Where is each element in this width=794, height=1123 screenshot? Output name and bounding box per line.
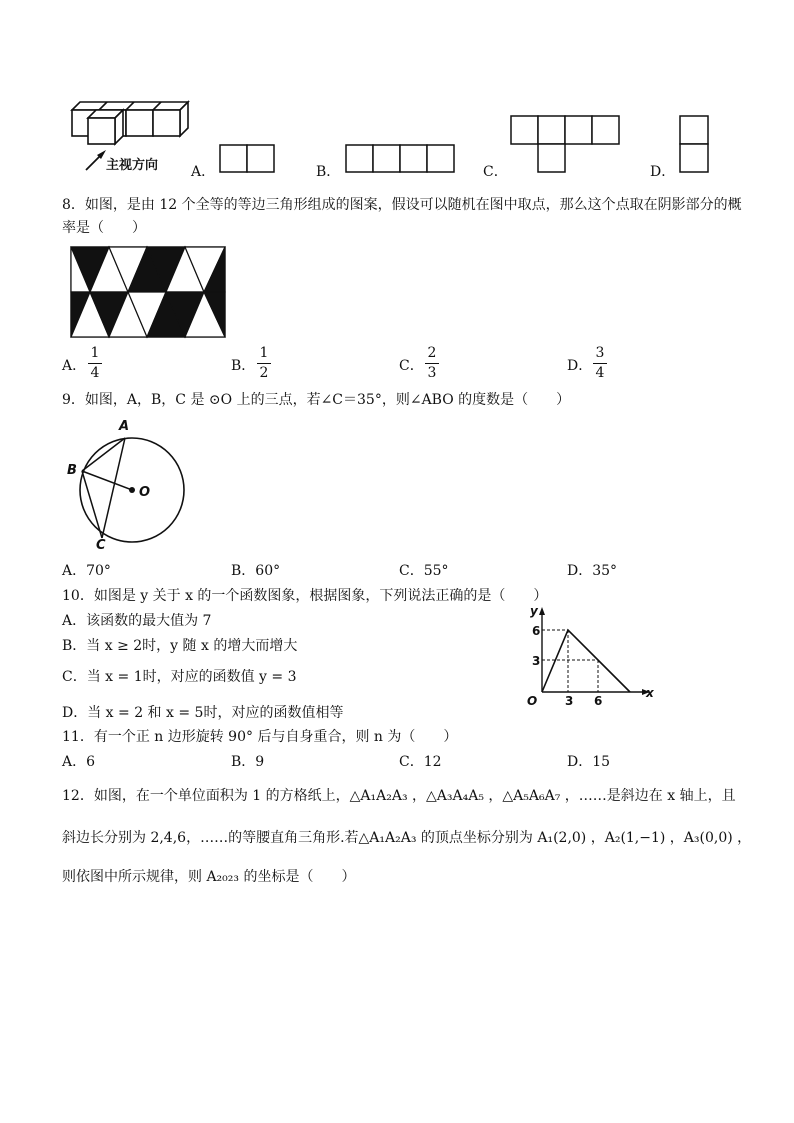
q12-question-line3: 则依图中所示规律，则 A₂₀₂₃ 的坐标是（ ） [62, 869, 356, 885]
q9-option-b: B．60° [231, 563, 281, 579]
q9-option-a: A．70° [62, 563, 111, 579]
y-tick-6: 6 [532, 624, 541, 638]
q9-question: 9．如图，A，B，C 是 ⊙O 上的三点，若∠C＝35°，则∠ABO 的度数是（ ） [62, 392, 571, 408]
q9-option-c: C．55° [399, 563, 449, 579]
q10-option-c: C．当 x = 1时，对应的函数值 y = 3 [62, 669, 297, 685]
q8-option-b-label: B． [231, 358, 256, 374]
y-tick-3: 3 [532, 654, 541, 668]
triangle-pattern-figure [70, 246, 230, 340]
q8-option-a-label: A． [62, 358, 87, 374]
q7-option-a-label: A． [191, 164, 216, 180]
point-c-label: C [96, 538, 106, 553]
q8-option-a-fraction: 1 4 [88, 345, 102, 382]
point-b-label: B [67, 463, 77, 478]
x-tick-6: 6 [594, 694, 603, 708]
solid-figure [66, 96, 196, 146]
q8-option-d-fraction: 3 4 [593, 345, 607, 382]
q8-option-c-fraction: 2 3 [425, 345, 439, 382]
q11-option-c: C．12 [399, 754, 442, 770]
q8-question-line2: 率是（ ） [62, 220, 146, 236]
x-tick-3: 3 [565, 694, 574, 708]
q7-option-b-figure [345, 144, 460, 174]
q9-option-d: D．35° [567, 563, 618, 579]
q11-option-d: D．15 [567, 754, 611, 770]
q12-question-line2: 斜边长分别为 2,4,6，……的等腰直角三角形.若△A₁A₂A₃ 的顶点坐标分别为 A₁(2,0) ，A₂(1,−1) ，A₃(0,0) ， [62, 830, 752, 846]
point-o-label: O [139, 485, 151, 500]
function-graph [520, 604, 660, 704]
q10-option-b: B．当 x ≥ 2时，y 随 x 的增大而增大 [62, 638, 298, 654]
q11-option-a: A．6 [62, 754, 96, 770]
q7-option-d-label: D． [650, 164, 676, 180]
q8-option-c-label: C． [399, 358, 424, 374]
q7-option-d-figure [679, 115, 711, 175]
circle-figure [62, 418, 192, 553]
y-axis-label: y [530, 604, 538, 618]
view-direction-label: 主视方向 [106, 158, 159, 173]
q10-question: 10．如图是 y 关于 x 的一个函数图象，根据图象，下列说法正确的是（ ） [62, 588, 548, 604]
q11-option-b: B．9 [231, 754, 265, 770]
q8-question-line1: 8．如图，是由 12 个全等的等边三角形组成的图案，假设可以随机在图中取点，那么这个点取在阴影部分的概 [62, 197, 742, 213]
x-axis-label: x [646, 686, 654, 700]
q12-question-line1: 12．如图，在一个单位面积为 1 的方格纸上，△A₁A₂A₃ ，△A₃A₄A₅ ，△A₅A₆A₇ ，……是斜边在 x 轴上，且 [62, 788, 736, 804]
q10-option-a: A．该函数的最大值为 7 [62, 613, 212, 629]
q11-question: 11．有一个正 n 边形旋转 90° 后与自身重合，则 n 为（ ） [62, 729, 458, 745]
origin-label: O [527, 694, 538, 708]
q7-option-b-label: B． [316, 164, 341, 180]
q10-option-d: D．当 x = 2 和 x = 5时，对应的函数值相等 [62, 705, 344, 721]
q8-option-d-label: D． [567, 358, 593, 374]
point-a-label: A [119, 419, 130, 434]
q7-option-c-label: C． [483, 164, 508, 180]
q8-option-b-fraction: 1 2 [257, 345, 271, 382]
q7-option-c-figure [510, 115, 625, 175]
q7-option-a-figure [219, 144, 279, 174]
